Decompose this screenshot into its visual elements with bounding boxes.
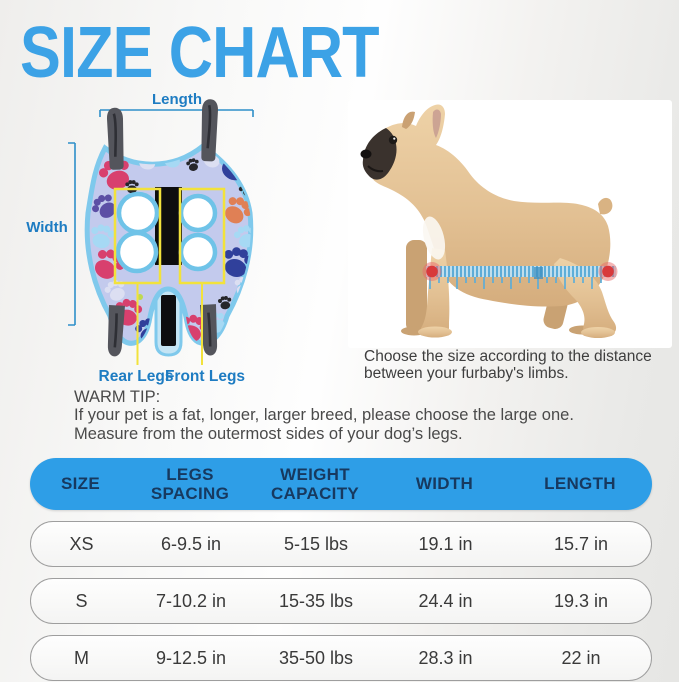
cell-length: 15.7 in <box>553 533 609 554</box>
dog-tail <box>598 198 612 215</box>
rear-legs-label: Rear Legs <box>98 368 174 385</box>
ruler-endpoint-left <box>423 262 442 281</box>
size-table-header <box>30 458 652 510</box>
warm-tip-line2: Measure from the outermost sides of your dog’s legs. <box>74 424 463 443</box>
dog-caption: Choose the size according to the distance between your furbaby's limbs. <box>364 348 652 382</box>
cell-weight-capacity: 5-15 lbs <box>283 533 349 554</box>
width-bracket <box>68 143 75 325</box>
cell-size: XS <box>69 533 94 554</box>
cell-legs-spacing: 6-9.5 in <box>160 533 222 554</box>
cell-width: 28.3 in <box>418 647 473 668</box>
front-legs-label: Front Legs <box>164 368 246 385</box>
cell-length: 22 in <box>561 647 601 668</box>
column-header-size: SIZE <box>61 474 100 494</box>
cell-weight-capacity: 15-35 lbs <box>278 590 354 611</box>
column-header-width: WIDTH <box>415 474 474 494</box>
length-label: Length <box>152 91 202 108</box>
table-row-m <box>30 635 652 681</box>
cell-size: M <box>74 647 89 668</box>
length-bracket <box>100 110 253 117</box>
warm-tip-heading: WARM TIP: <box>74 388 161 406</box>
cell-length: 19.3 in <box>553 590 609 611</box>
cell-weight-capacity: 35-50 lbs <box>278 647 354 668</box>
column-header-legs-spacing: LEGS SPACING <box>150 464 230 503</box>
table-row-s <box>30 578 652 624</box>
ruler-endpoint-right <box>599 262 618 281</box>
width-label: Width <box>26 219 68 236</box>
cell-width: 24.4 in <box>418 590 473 611</box>
cell-size: S <box>75 590 88 611</box>
size-table <box>30 458 652 681</box>
column-header-length: LENGTH <box>544 474 616 494</box>
cell-legs-spacing: 9-12.5 in <box>155 647 227 668</box>
garment-diagram <box>20 85 270 385</box>
cell-width: 19.1 in <box>418 533 473 554</box>
page-title: SIZE CHART <box>20 13 379 93</box>
column-header-weight-capacity: WEIGHT CAPACITY <box>270 464 360 503</box>
warm-tip <box>74 388 654 443</box>
cell-legs-spacing: 7-10.2 in <box>155 590 227 611</box>
warm-tip-line1: If your pet is a fat, longer, larger breed, please choose the large one. <box>74 406 574 425</box>
table-row-xs <box>30 521 652 567</box>
dog-photo <box>348 100 672 348</box>
